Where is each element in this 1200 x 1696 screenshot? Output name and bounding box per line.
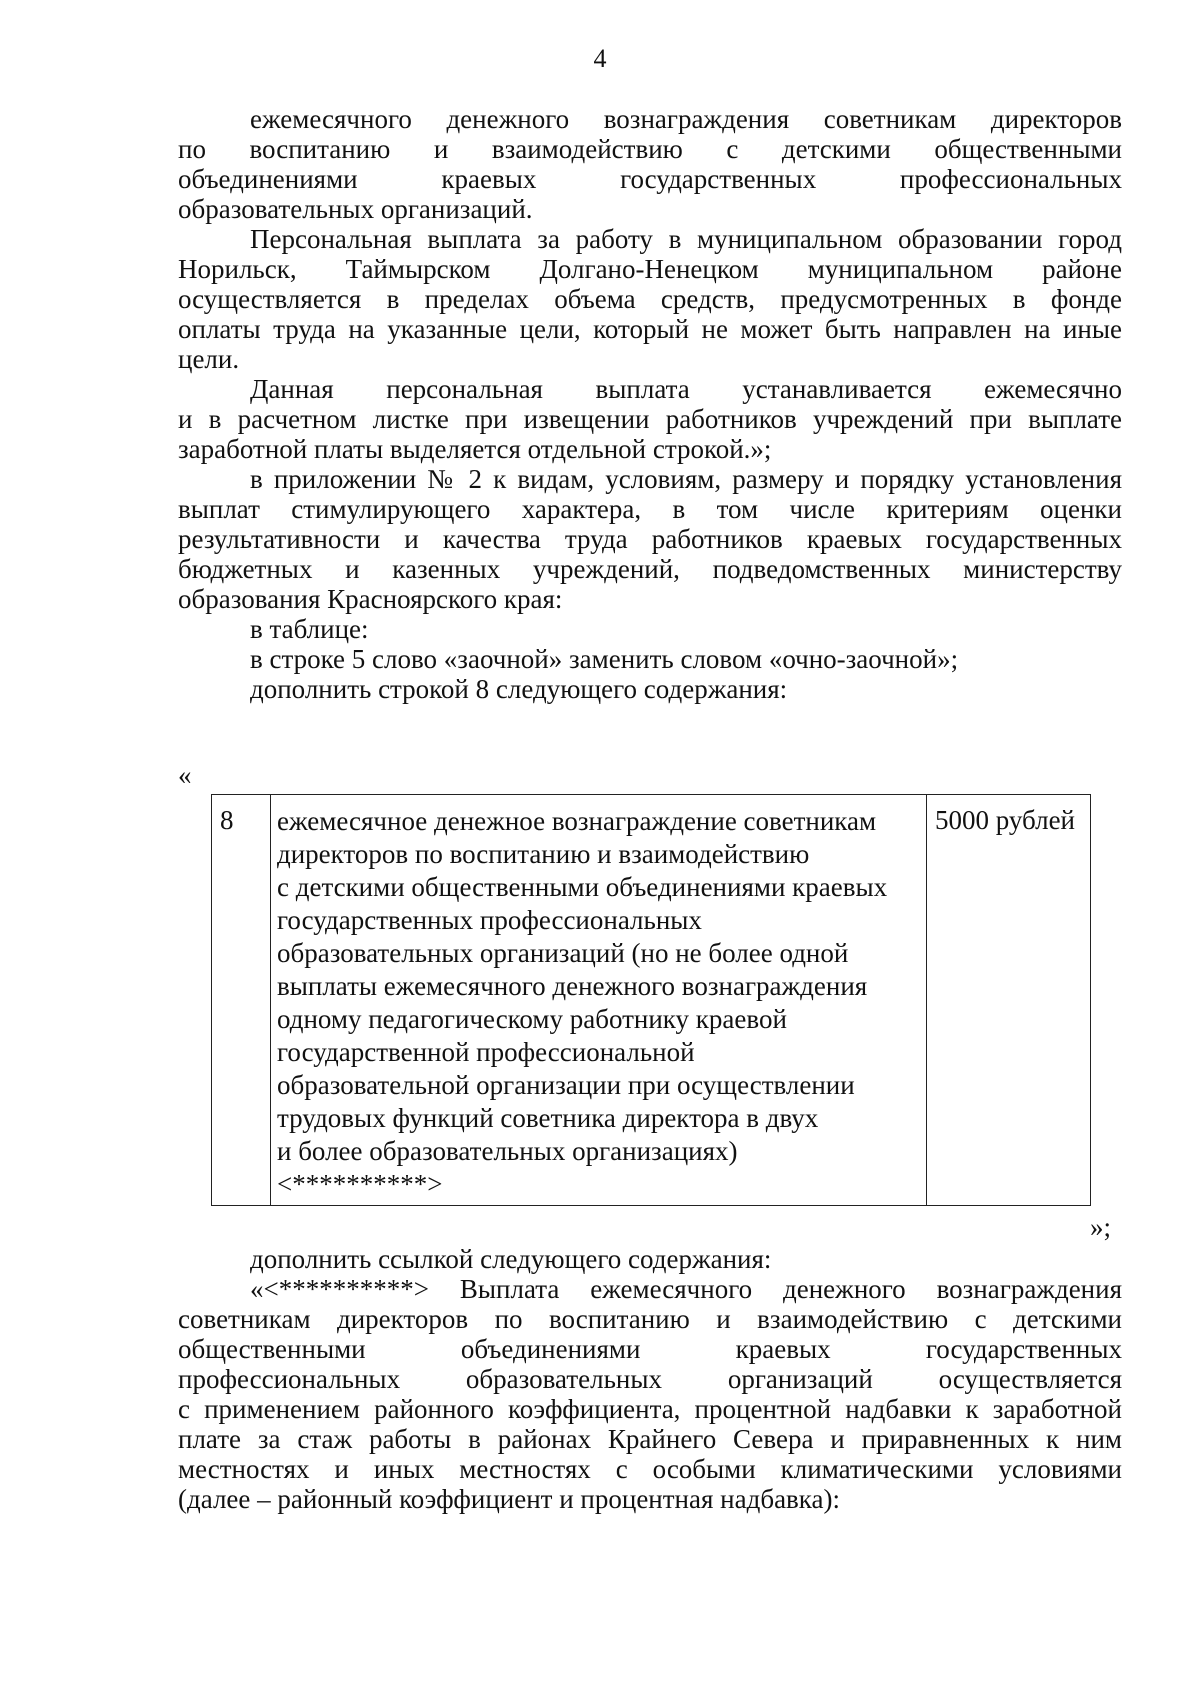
row-amount-cell: 5000 рублей	[927, 795, 1091, 1206]
instruction-line: дополнить ссылкой следующего содержания:	[250, 1244, 772, 1274]
paragraph-line: «<**********> Выплата ежемесячного денежного вознаграждения	[250, 1274, 1122, 1304]
paragraph-line: бюджетных и казенных учреждений, подведомственных министерству	[178, 554, 1122, 584]
paragraph-line: плате за стаж работы в районах Крайнего Севера и приравненных к ним	[178, 1424, 1122, 1454]
table-row	[212, 795, 1091, 1206]
description-line: директоров по воспитанию и взаимодействию	[277, 839, 810, 869]
description-line: трудовых функций советника директора в двух	[277, 1103, 819, 1133]
paragraph-line: выплат стимулирующего характера, в том числе критериям оценки	[178, 494, 1122, 524]
paragraph-line: (далее – районный коэффициент и процентная надбавка):	[178, 1484, 840, 1514]
paragraph-line: Персональная выплата за работу в муниципальном образовании город	[250, 224, 1122, 254]
description-line: с детскими общественными объединениями краевых	[277, 872, 888, 902]
description-line: образовательных организаций (но не более одной	[277, 938, 849, 968]
paragraph-line: образовательных организаций.	[178, 194, 533, 224]
paragraph-line: Данная персональная выплата устанавливается ежемесячно	[250, 374, 1122, 404]
open-quote: «	[178, 760, 192, 790]
description-line: образовательной организации при осуществлении	[277, 1070, 855, 1100]
paragraph-line: осуществляется в пределах объема средств, предусмотренных в фонде	[178, 284, 1122, 314]
paragraph-line: заработной платы выделяется отдельной строкой.»;	[178, 434, 772, 464]
description-line: выплаты ежемесячного денежного вознаграждения	[277, 971, 868, 1001]
paragraph-line: по воспитанию и взаимодействию с детскими общественными	[178, 134, 1122, 164]
paragraph-line: оплаты труда на указанные цели, который не может быть направлен на иные	[178, 314, 1122, 344]
instruction-line: в таблице:	[250, 614, 369, 644]
paragraph-line: образования Красноярского края:	[178, 584, 563, 614]
paragraph-line: с применением районного коэффициента, процентной надбавки к заработной	[178, 1394, 1122, 1424]
paragraph-line: цели.	[178, 344, 240, 374]
paragraph-line: Норильск, Таймырском Долгано-Ненецком муниципальном районе	[178, 254, 1122, 284]
description-line: ежемесячное денежное вознаграждение советникам	[277, 806, 877, 836]
close-quote: »;	[1090, 1212, 1112, 1242]
description-line: одному педагогическому работнику краевой	[277, 1004, 787, 1034]
row-number-cell: 8	[212, 795, 271, 1206]
paragraph-line: общественными объединениями краевых государственных	[178, 1334, 1122, 1364]
page-number: 4	[593, 44, 607, 73]
paragraph-line: ежемесячного денежного вознаграждения советникам директоров	[250, 104, 1122, 134]
paragraph-line: советникам директоров по воспитанию и взаимодействию с детскими	[178, 1304, 1122, 1334]
description-line: государственной профессиональной	[277, 1037, 695, 1067]
paragraph-line: объединениями краевых государственных профессиональных	[178, 164, 1122, 194]
description-line: <**********>	[277, 1169, 443, 1199]
paragraph-line: профессиональных образовательных организаций осуществляется	[178, 1364, 1122, 1394]
instruction-line: в строке 5 слово «заочной» заменить словом «очно-заочной»;	[250, 644, 959, 674]
description-line: и более образовательных организациях)	[277, 1136, 738, 1166]
paragraph-line: результативности и качества труда работников краевых государственных	[178, 524, 1122, 554]
paragraph-line: местностях и иных местностях с особыми климатическими условиями	[178, 1454, 1122, 1484]
amendment-table	[211, 794, 1091, 1206]
paragraph-line: и в расчетном листке при извещении работников учреждений при выплате	[178, 404, 1122, 434]
instruction-line: дополнить строкой 8 следующего содержания:	[250, 674, 788, 704]
paragraph-line: в приложении № 2 к видам, условиям, размеру и порядку установления	[250, 464, 1122, 494]
description-line: государственных профессиональных	[277, 905, 702, 935]
row-description-cell	[271, 795, 927, 1206]
